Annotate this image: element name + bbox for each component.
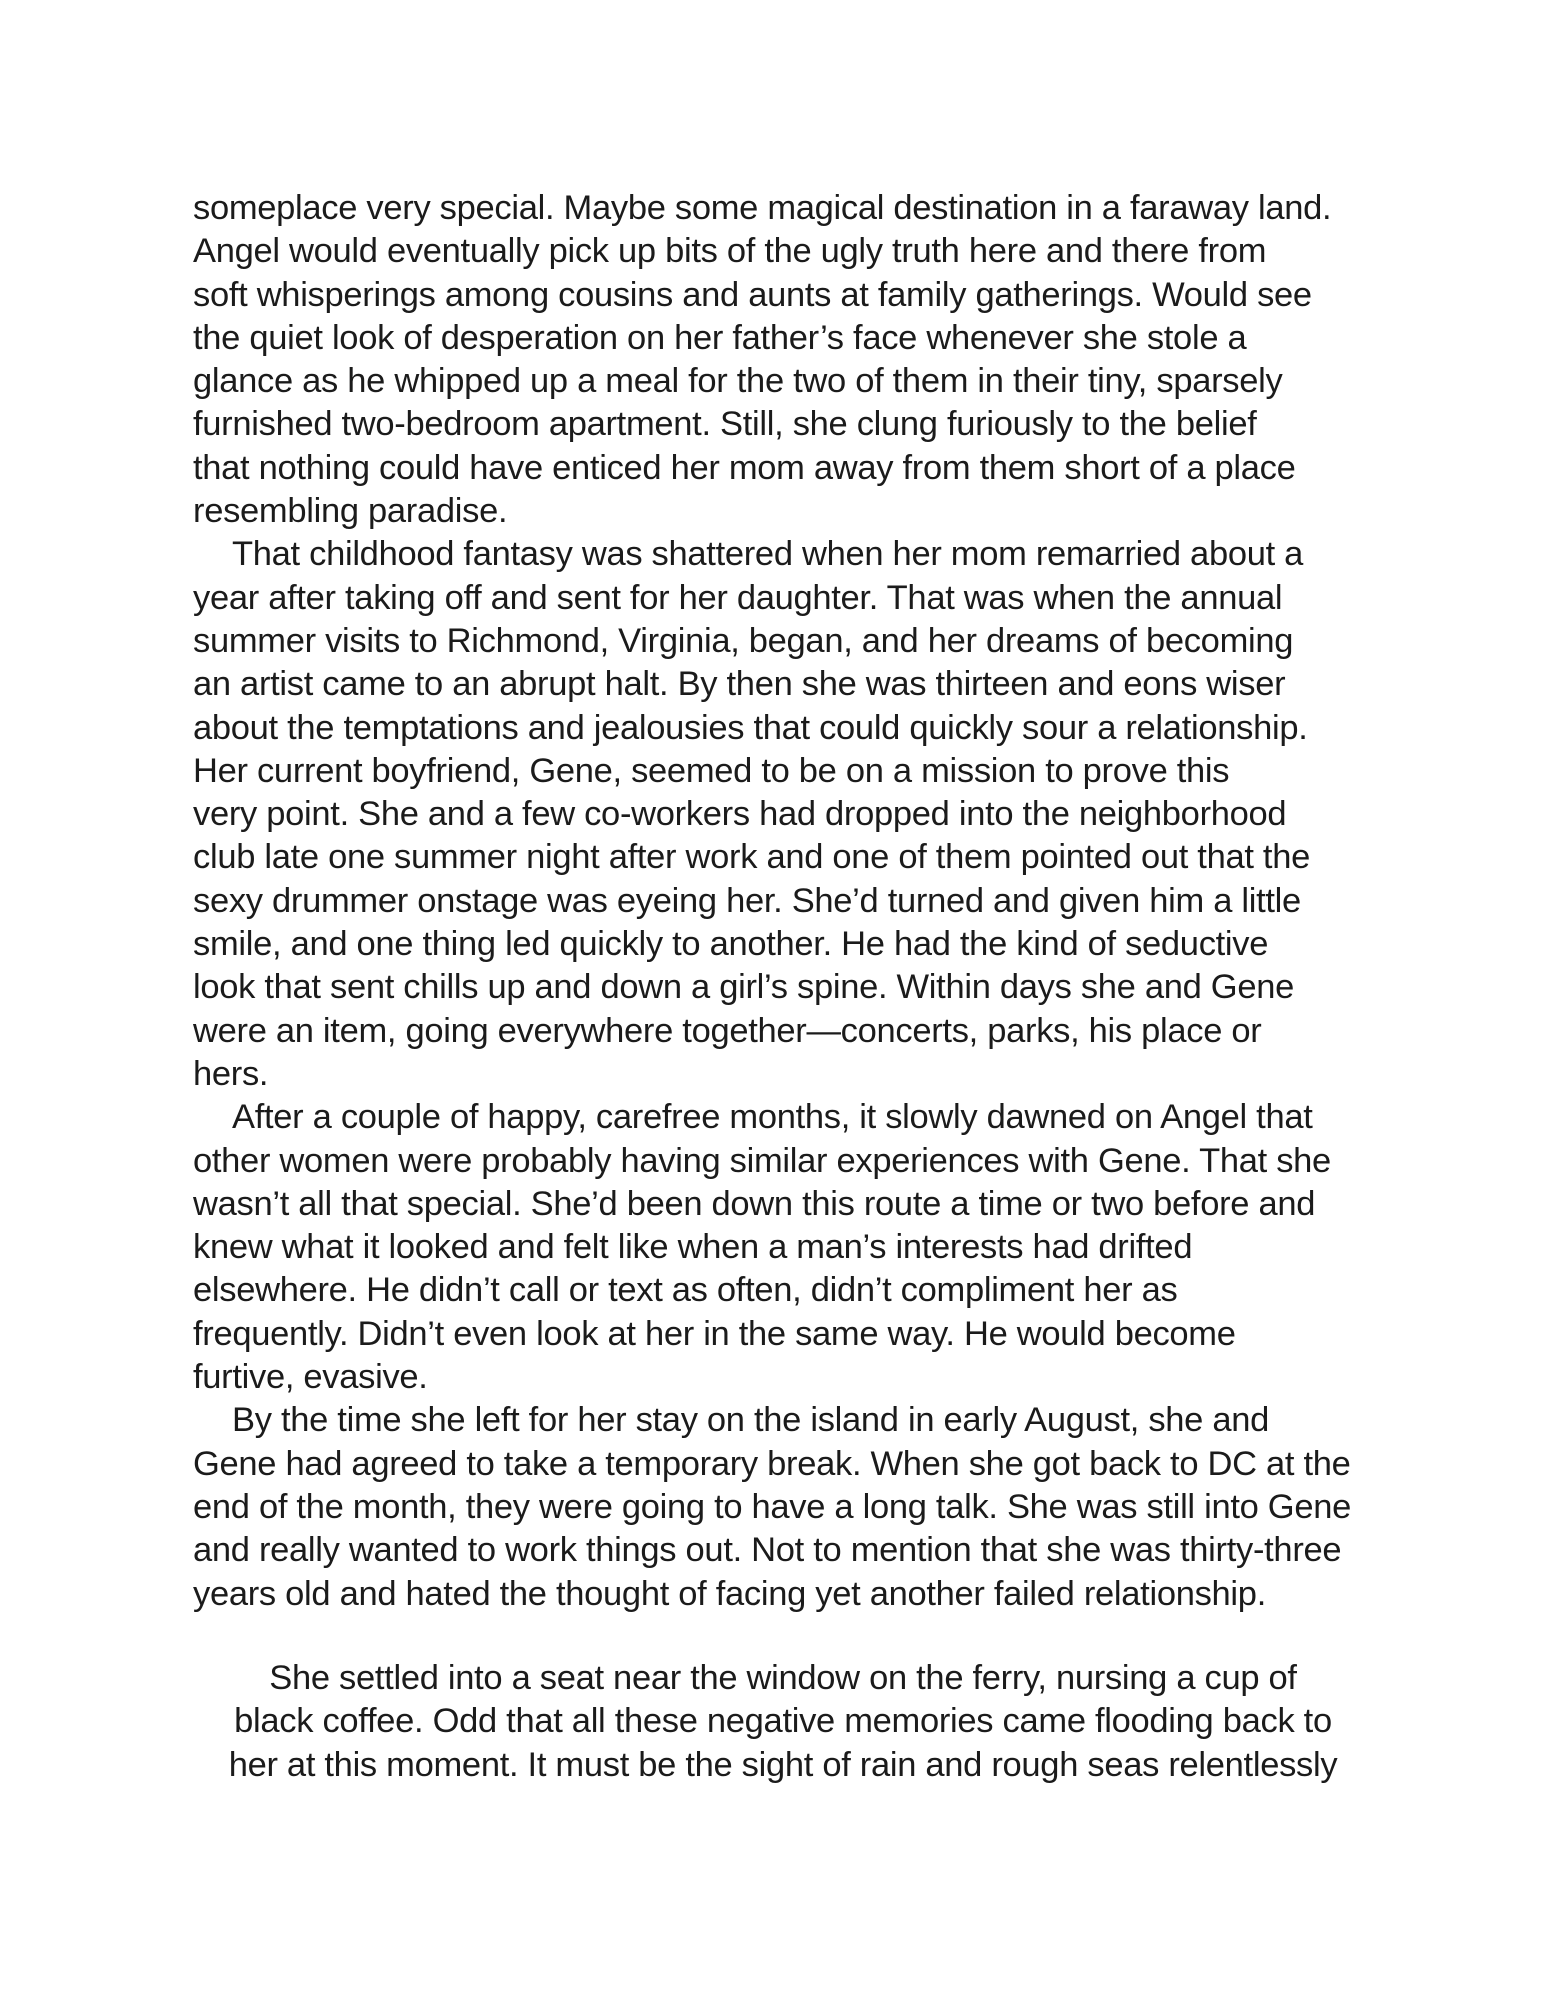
paragraph-4	[193, 1399, 1373, 1615]
text-line: black coffee. Odd that all these negative memories came flooding back to	[234, 1702, 1332, 1741]
text-line: about the temptations and jealousies that could quickly sour a relationship.	[193, 708, 1308, 747]
text-line: furnished two-bedroom apartment. Still, she clung furiously to the belief	[193, 405, 1257, 444]
text-line: Gene had agreed to take a temporary break. When she got back to DC at the	[193, 1444, 1351, 1483]
text-line: were an item, going everywhere together—concerts, parks, his place or	[193, 1011, 1262, 1050]
text-line: the quiet look of desperation on her father’s face whenever she stole a	[193, 318, 1247, 357]
text-line: Her current boyfriend, Gene, seemed to be on a mission to prove this	[193, 751, 1230, 790]
paragraph-1	[193, 187, 1373, 533]
text-line: smile, and one thing led quickly to another. He had the kind of seductive	[193, 925, 1269, 964]
text-line: soft whisperings among cousins and aunts at family gatherings. Would see	[193, 275, 1312, 314]
text-line: elsewhere. He didn’t call or text as often, didn’t compliment her as	[193, 1271, 1178, 1310]
text-line: and really wanted to work things out. Not to mention that she was thirty-three	[193, 1531, 1342, 1570]
text-line: furtive, evasive.	[193, 1358, 428, 1397]
paragraph-2	[193, 533, 1373, 1096]
text-line: other women were probably having similar experiences with Gene. That she	[193, 1141, 1331, 1180]
text-line: an artist came to an abrupt halt. By then she was thirteen and eons wiser	[193, 665, 1286, 704]
text-line: club late one summer night after work and one of them pointed out that the	[193, 838, 1310, 877]
text-line: Angel would eventually pick up bits of the ugly truth here and there from	[193, 232, 1267, 271]
text-line: frequently. Didn’t even look at her in the same way. He would become	[193, 1314, 1236, 1353]
text-line: sexy drummer onstage was eyeing her. She’d turned and given him a little	[193, 881, 1301, 920]
text-line: years old and hated the thought of facing yet another failed relationship.	[193, 1574, 1266, 1613]
text-line: wasn’t all that special. She’d been down this route a time or two before and	[193, 1184, 1316, 1223]
text-line: someplace very special. Maybe some magical destination in a faraway land.	[193, 189, 1332, 227]
text-line: look that sent chills up and down a girl’s spine. Within days she and Gene	[193, 968, 1294, 1007]
text-line: end of the month, they were going to have a long talk. She was still into Gene	[193, 1487, 1351, 1526]
text-line: By the time she left for her stay on the island in early August, she and	[232, 1401, 1270, 1440]
text-line: That childhood fantasy was shattered when her mom remarried about a	[232, 535, 1304, 574]
text-line: summer visits to Richmond, Virginia, began, and her dreams of becoming	[193, 621, 1294, 660]
text-line: year after taking off and sent for her daughter. That was when the annual	[193, 578, 1283, 617]
text-line: glance as he whipped up a meal for the two of them in their tiny, sparsely	[193, 362, 1283, 401]
paragraph-3	[193, 1096, 1373, 1399]
text-line: resembling paradise.	[193, 492, 508, 531]
text-line: that nothing could have enticed her mom away from them short of a place	[193, 448, 1296, 487]
text-line: hers.	[193, 1054, 269, 1093]
text-line: After a couple of happy, carefree months, it slowly dawned on Angel that	[232, 1098, 1313, 1137]
text-line: her at this moment. It must be the sight of rain and rough seas relentlessly	[228, 1745, 1338, 1784]
text-line: She settled into a seat near the window on the ferry, nursing a cup of	[269, 1659, 1297, 1697]
text-line: knew what it looked and felt like when a man’s interests had drifted	[193, 1228, 1193, 1267]
body-text	[193, 187, 1373, 1616]
text-line: very point. She and a few co-workers had dropped into the neighborhood	[193, 795, 1287, 834]
scene-break-paragraph	[193, 1657, 1373, 1787]
